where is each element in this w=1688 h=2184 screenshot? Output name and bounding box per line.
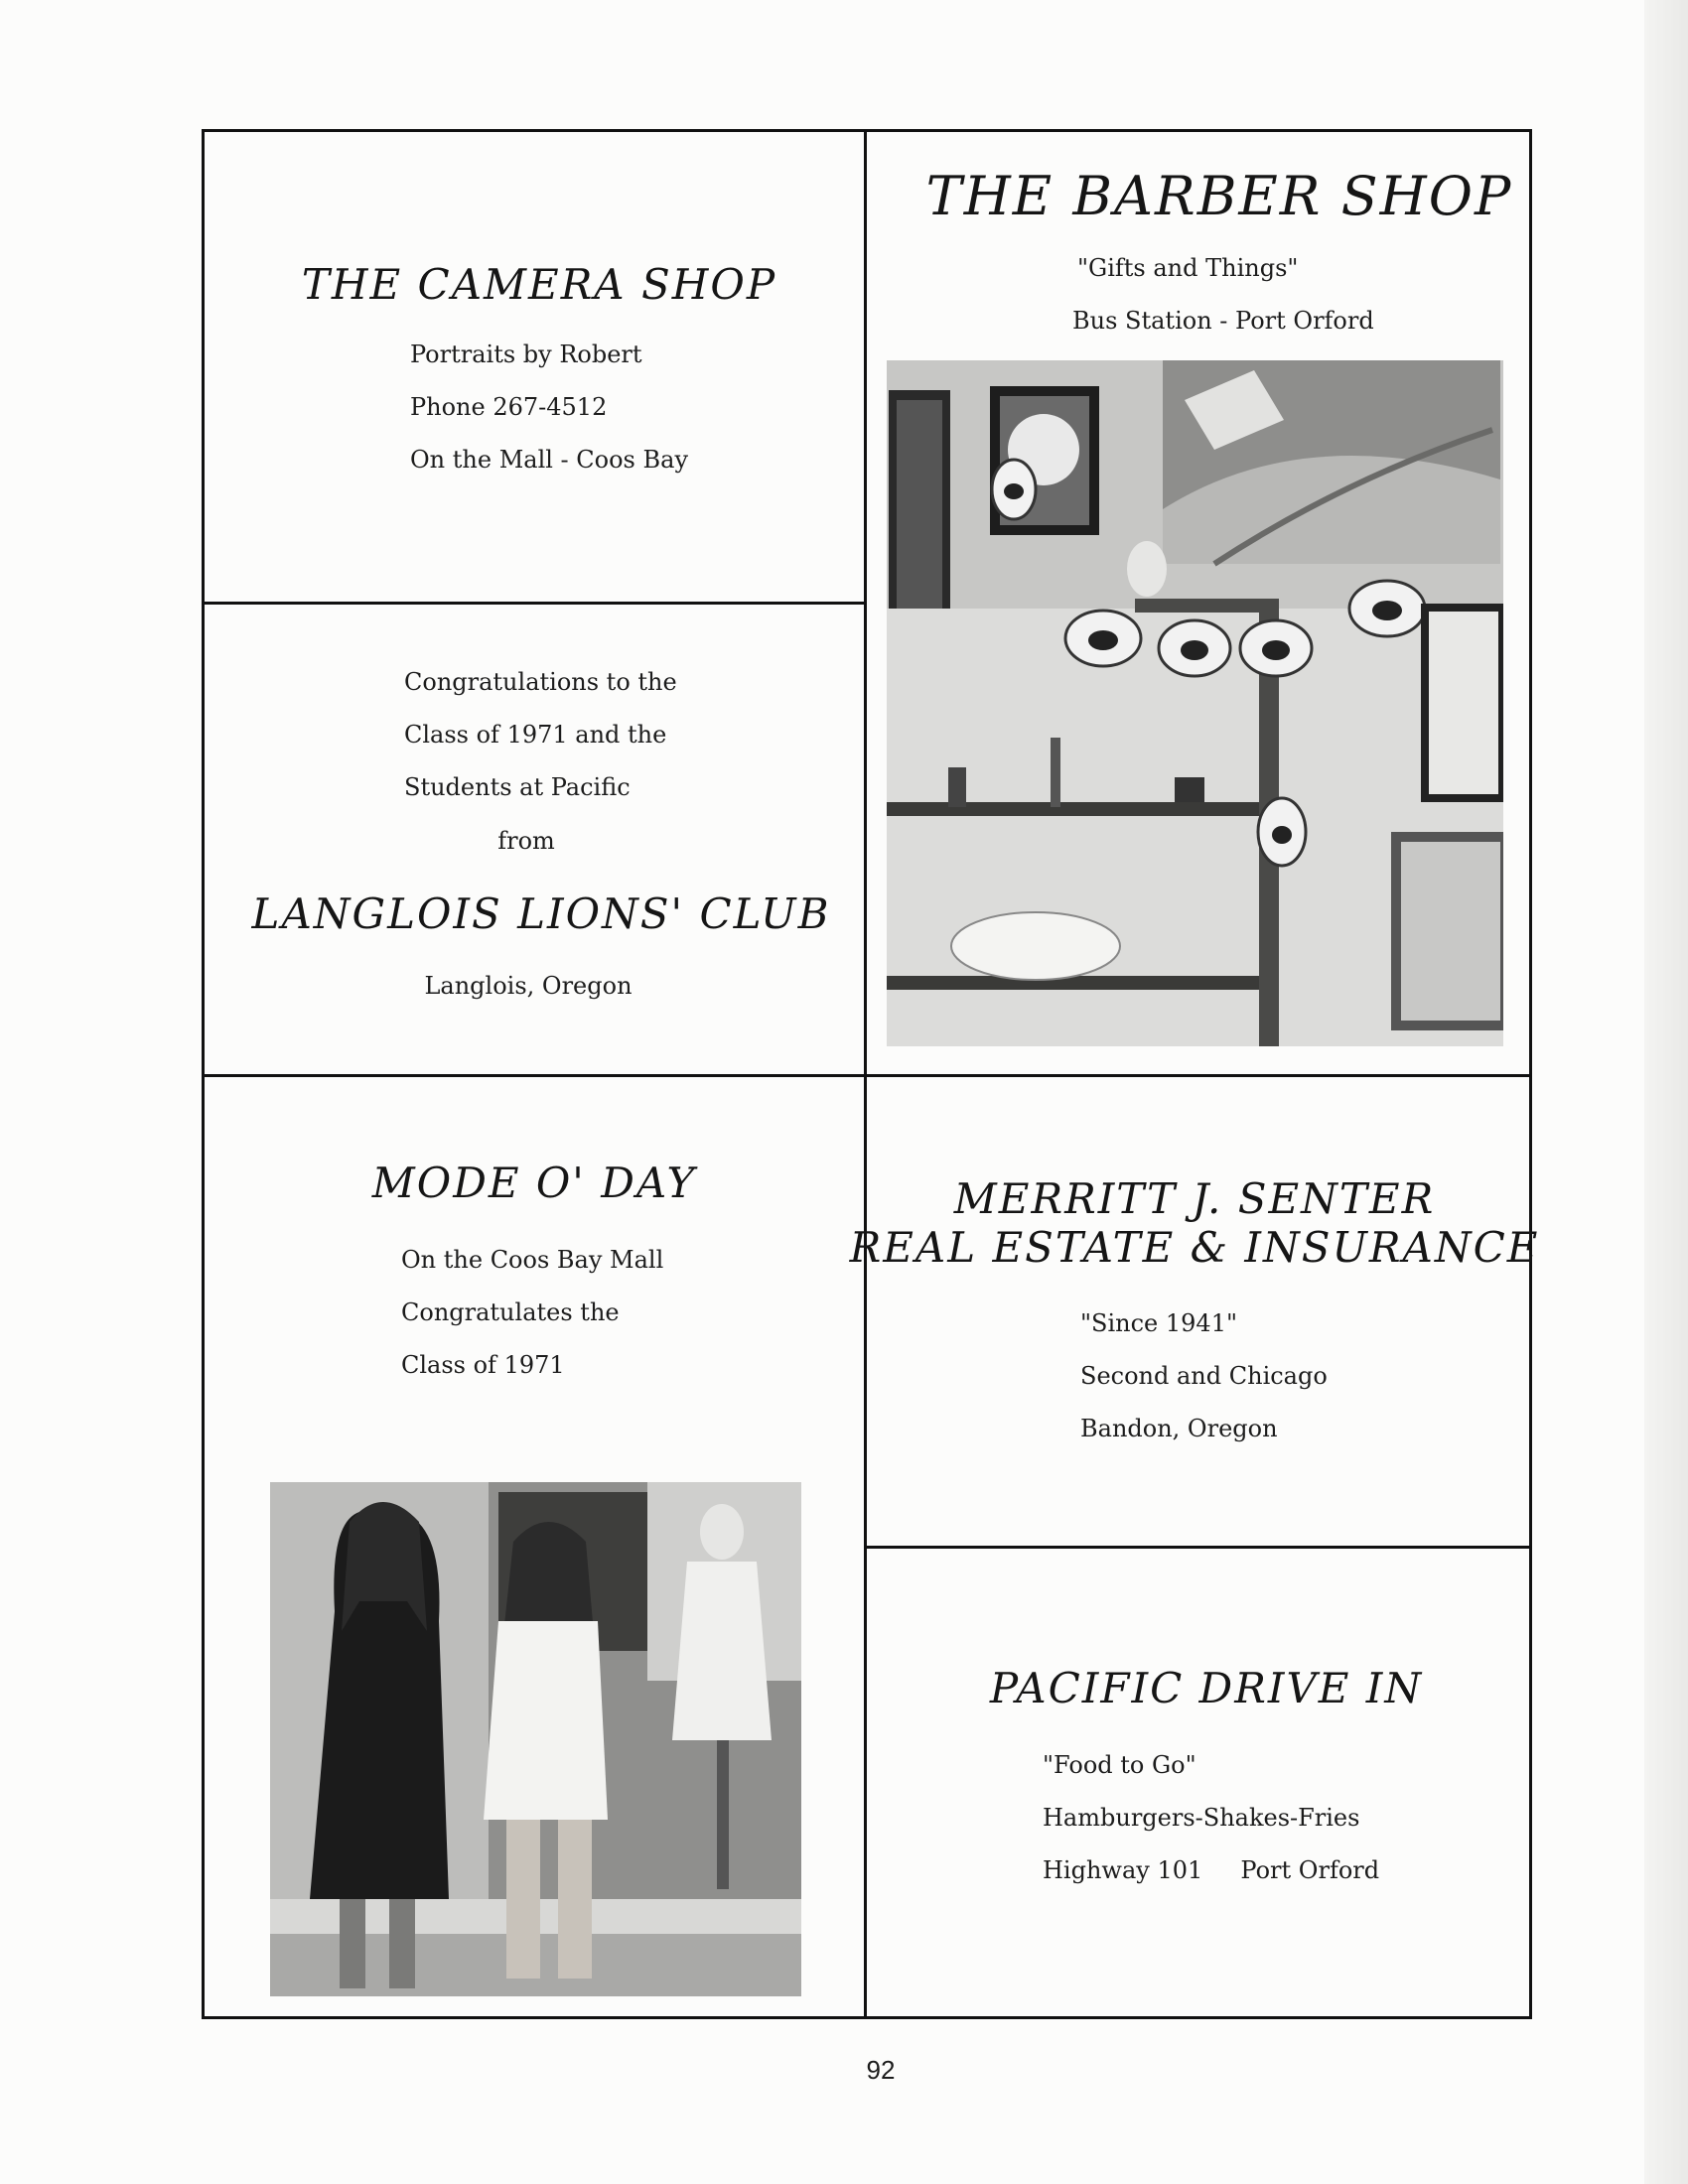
camera-shop-title: THE CAMERA SHOP — [301, 260, 777, 309]
divider-senter-pacific — [865, 1546, 1532, 1549]
lions-club-title: LANGLOIS LIONS' CLUB — [251, 889, 831, 938]
lions-club-location: Langlois, Oregon — [424, 972, 633, 1000]
mode-o-day-photo — [270, 1482, 801, 1996]
page-number: 92 — [866, 2055, 896, 2085]
barber-shop-title: THE BARBER SHOP — [925, 165, 1513, 227]
merritt-senter-line: Bandon, Oregon — [1080, 1415, 1278, 1442]
mode-o-day-title: MODE O' DAY — [371, 1159, 697, 1207]
merritt-senter-line: "Since 1941" — [1080, 1309, 1238, 1337]
merritt-senter-line: Second and Chicago — [1080, 1362, 1328, 1390]
camera-shop-line: On the Mall - Coos Bay — [410, 446, 689, 474]
divider-middle — [202, 1074, 1532, 1077]
gift-shop-interior-image — [887, 360, 1503, 1046]
lions-club-line: Students at Pacific — [404, 773, 631, 801]
lions-club-line: Class of 1971 and the — [404, 721, 667, 749]
merritt-senter-title: MERRITT J. SENTER — [953, 1174, 1436, 1223]
divider-camera-lions — [202, 602, 866, 605]
barber-shop-photo — [887, 360, 1503, 1046]
boutique-models-image — [270, 1482, 801, 1996]
camera-shop-line: Phone 267-4512 — [410, 393, 608, 421]
lions-club-line: from — [497, 827, 555, 855]
mode-o-day-line: Class of 1971 — [401, 1351, 565, 1379]
pacific-drive-in-line: "Food to Go" — [1043, 1751, 1196, 1779]
barber-shop-line: Bus Station - Port Orford — [1072, 307, 1374, 335]
page-edge-shadow — [1644, 0, 1688, 2184]
merritt-senter-subtitle: REAL ESTATE & INSURANCE — [849, 1223, 1540, 1272]
mode-o-day-line: On the Coos Bay Mall — [401, 1246, 664, 1274]
camera-shop-line: Portraits by Robert — [410, 341, 642, 368]
pacific-drive-in-line: Hamburgers-Shakes-Fries — [1043, 1804, 1360, 1832]
pacific-drive-in-line: Highway 101 Port Orford — [1043, 1856, 1380, 1884]
mode-o-day-line: Congratulates the — [401, 1298, 620, 1326]
barber-shop-line: "Gifts and Things" — [1077, 254, 1299, 282]
pacific-drive-in-title: PACIFIC DRIVE IN — [989, 1664, 1424, 1712]
lions-club-line: Congratulations to the — [404, 668, 677, 696]
